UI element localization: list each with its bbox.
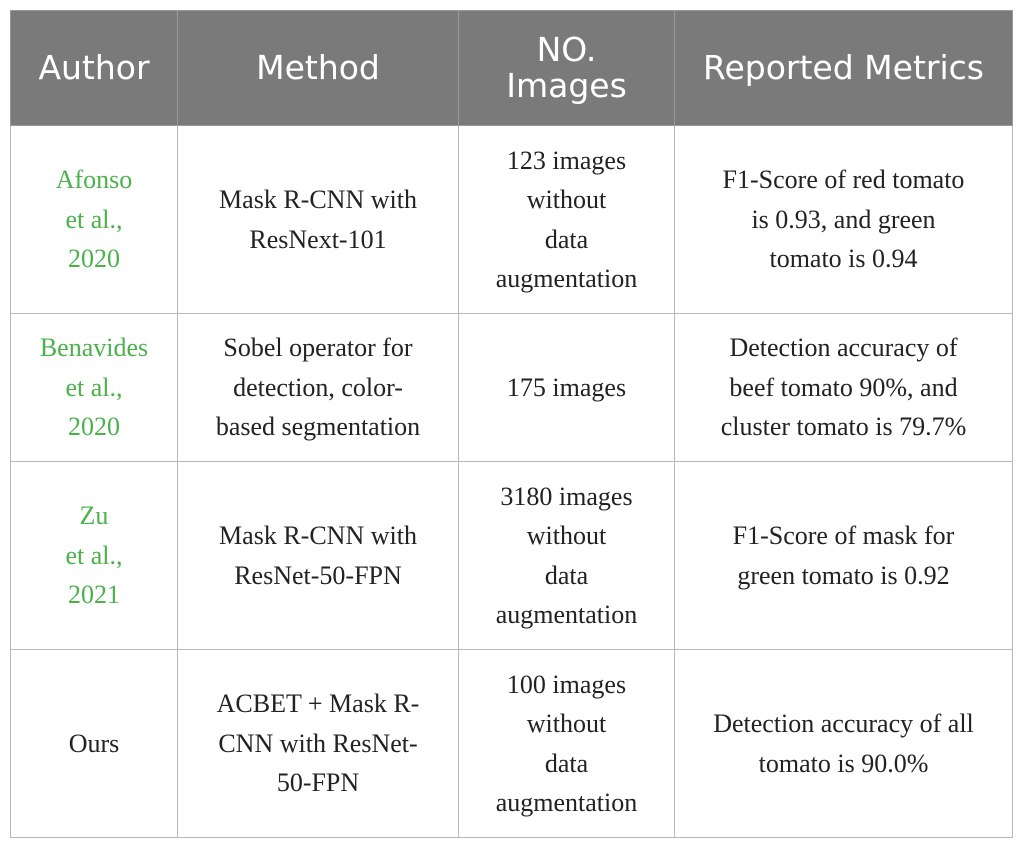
table-row bbox=[11, 126, 1013, 314]
images-line: without bbox=[526, 709, 607, 738]
images-line: data bbox=[544, 224, 589, 254]
images-line: augmentation bbox=[495, 264, 638, 293]
method-line: 50-FPN bbox=[276, 768, 360, 798]
author-cell bbox=[11, 462, 178, 650]
metrics-line: cluster tomato is 79.7% bbox=[720, 412, 967, 442]
metrics-line: beef tomato 90%, and bbox=[729, 372, 958, 402]
images-line: 3180 images bbox=[500, 481, 633, 511]
comparison-table bbox=[10, 10, 1013, 838]
images-cell bbox=[459, 462, 675, 650]
metrics-line: F1-Score of mask for bbox=[732, 521, 955, 550]
metrics-line: Detection accuracy of bbox=[729, 333, 958, 363]
method-cell bbox=[178, 314, 459, 462]
header-author: Author bbox=[11, 11, 178, 126]
metrics-cell bbox=[675, 314, 1013, 462]
table-row bbox=[11, 314, 1013, 462]
method-line: Mask R-CNN with bbox=[219, 185, 417, 214]
author-line: Benavides bbox=[39, 333, 149, 363]
header-images bbox=[459, 11, 675, 126]
metrics-line: tomato is 90.0% bbox=[758, 748, 929, 778]
method-line: ResNext-101 bbox=[249, 224, 387, 254]
metrics-line: is 0.93, and green bbox=[751, 204, 936, 234]
author-cell bbox=[11, 126, 178, 314]
author-line: et al., bbox=[65, 372, 123, 402]
author-cell bbox=[11, 650, 178, 838]
images-cell bbox=[459, 126, 675, 314]
metrics-line: green tomato is 0.92 bbox=[737, 560, 950, 590]
method-cell bbox=[178, 650, 459, 838]
images-line: 175 images bbox=[506, 372, 627, 402]
author-line: et al., bbox=[65, 204, 123, 234]
method-cell bbox=[178, 126, 459, 314]
header-metrics: Reported Metrics bbox=[675, 11, 1013, 126]
images-line: without bbox=[526, 185, 607, 214]
author-line: et al., bbox=[65, 540, 123, 570]
header-row bbox=[11, 11, 1013, 126]
table-row bbox=[11, 650, 1013, 838]
author-line: Afonso bbox=[55, 165, 133, 195]
method-line: Sobel operator for bbox=[223, 333, 413, 363]
metrics-line: tomato is 0.94 bbox=[769, 244, 918, 274]
method-line: detection, color- bbox=[233, 372, 403, 402]
method-line: CNN with ResNet- bbox=[218, 728, 418, 758]
method-cell bbox=[178, 462, 459, 650]
header-images-line: Images bbox=[506, 66, 627, 105]
header-method: Method bbox=[178, 11, 459, 126]
author-cell bbox=[11, 314, 178, 462]
method-line: ACBET + Mask R- bbox=[216, 689, 420, 719]
method-line: Mask R-CNN with bbox=[219, 521, 417, 550]
author-line: 2020 bbox=[68, 244, 120, 274]
images-line: without bbox=[526, 521, 607, 550]
images-line: 100 images bbox=[506, 669, 627, 699]
table-row bbox=[11, 462, 1013, 650]
metrics-cell bbox=[675, 126, 1013, 314]
metrics-cell bbox=[675, 462, 1013, 650]
method-line: based segmentation bbox=[215, 412, 421, 442]
author-line: 2020 bbox=[68, 412, 120, 442]
metrics-cell bbox=[675, 650, 1013, 838]
images-line: 123 images bbox=[506, 145, 627, 175]
metrics-line: F1-Score of red tomato bbox=[722, 165, 965, 195]
images-line: augmentation bbox=[495, 788, 638, 817]
method-line: ResNet-50-FPN bbox=[234, 560, 402, 590]
metrics-line: Detection accuracy of all bbox=[713, 709, 974, 738]
images-cell bbox=[459, 314, 675, 462]
images-line: data bbox=[544, 560, 589, 590]
images-line: data bbox=[544, 748, 589, 778]
images-line: augmentation bbox=[495, 600, 638, 629]
images-cell bbox=[459, 650, 675, 838]
author-line: Ours bbox=[68, 728, 120, 758]
header-images-line: NO. bbox=[536, 30, 597, 69]
author-line: Zu bbox=[79, 501, 109, 531]
author-line: 2021 bbox=[68, 580, 120, 610]
